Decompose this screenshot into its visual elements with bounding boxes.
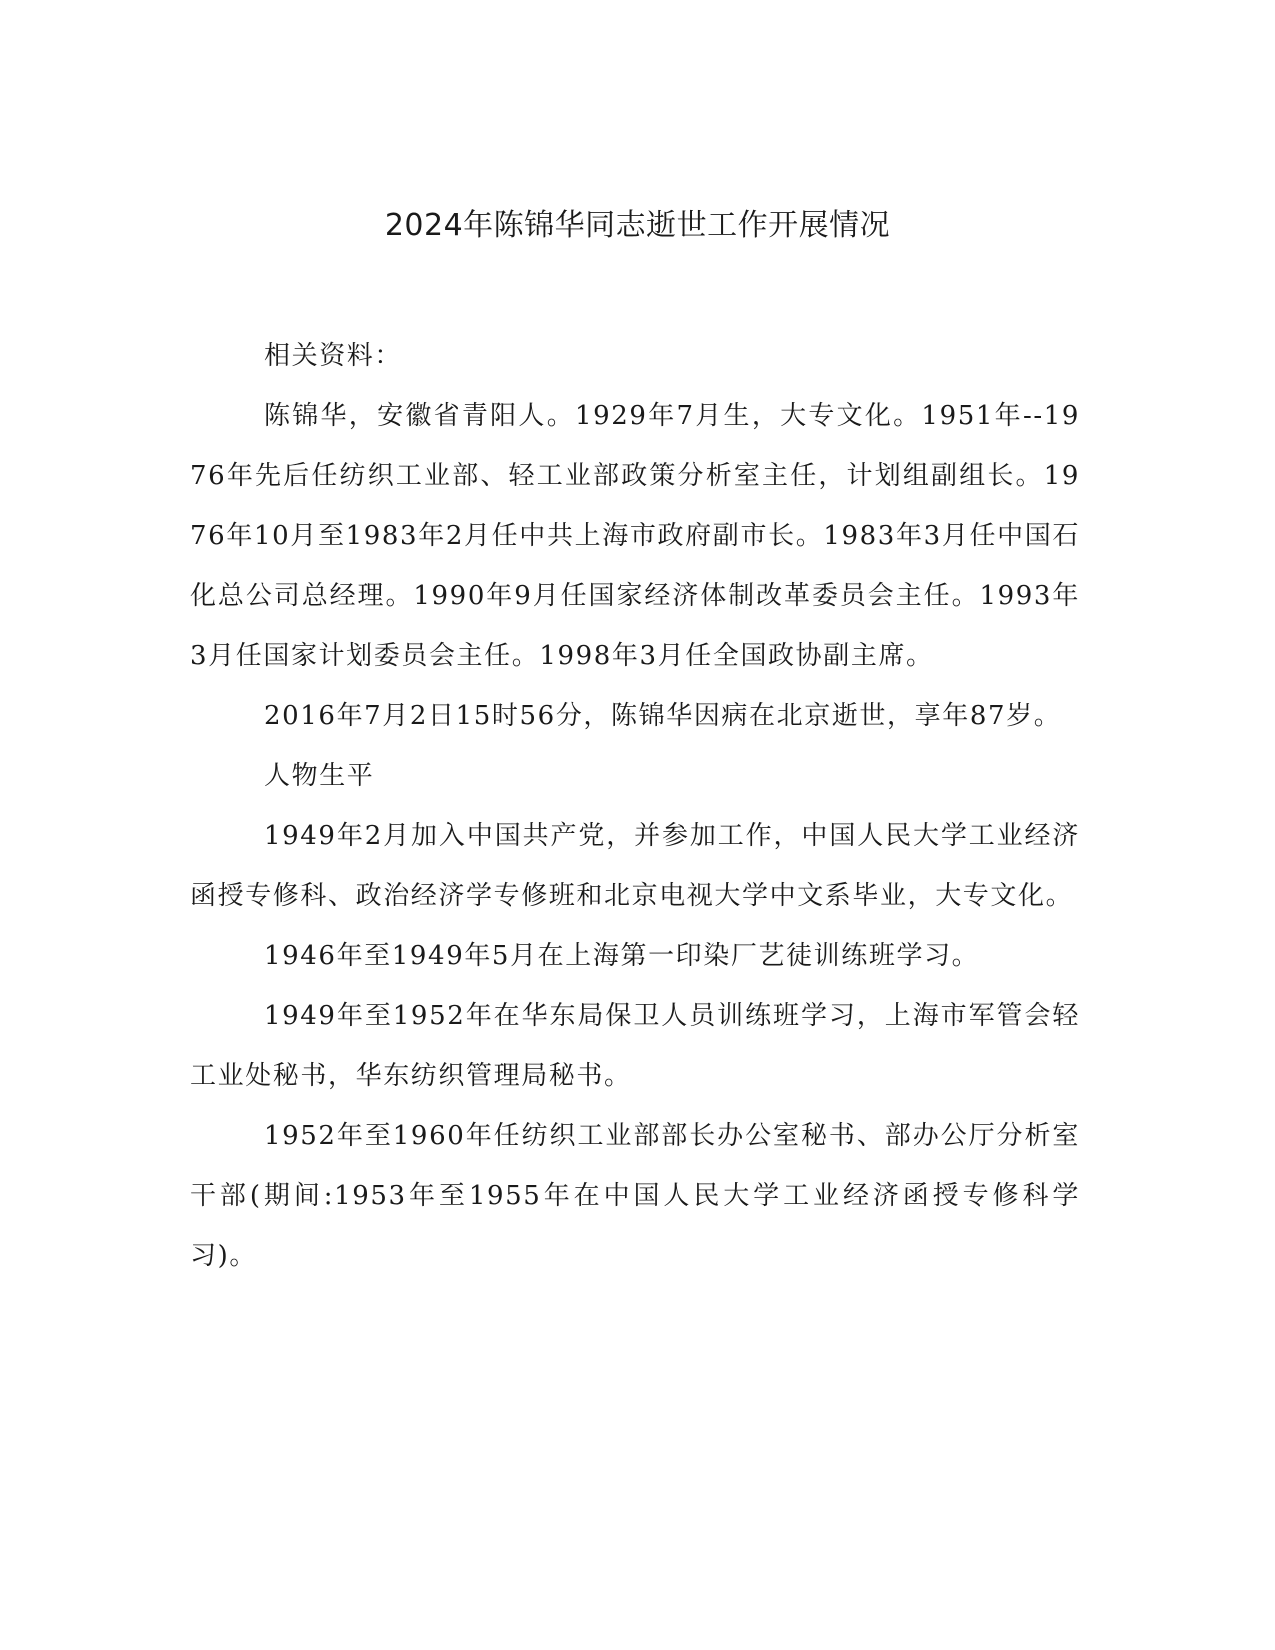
biography-heading: 人物生平: [264, 761, 375, 791]
intro-paragraph: 陈锦华，安徽省青阳人。1929年7月生，大专文化。1951年--1976年先后任纺织工业部、轻工业部政策分析室主任，计划组副组长。1976年10月至1983年2月任中共上海市政府副市长。1983年3月任中国石化总公司总经理。1990年9月任国家经济体制改革委员会主任。1993年3月任国家计划委员会主任。1998年3月任全国政协副主席。: [190, 401, 1080, 671]
related-materials-label: 相关资料：: [264, 341, 403, 371]
biography-paragraph-2: 1946年至1949年5月在上海第一印染厂艺徒训练班学习。: [264, 941, 980, 971]
biography-paragraph-3: 1949年至1952年在华东局保卫人员训练班学习，上海市军管会轻工业处秘书，华东纺织管理局秘书。: [190, 1001, 1080, 1091]
biography-paragraph-4: 1952年至1960年任纺织工业部部长办公室秘书、部办公厅分析室干部(期间:1953年至1955年在中国人民大学工业经济函授专修科学习)。: [190, 1121, 1080, 1271]
document-title: 2024年陈锦华同志逝世工作开展情况: [384, 208, 891, 243]
death-paragraph: 2016年7月2日15时56分，陈锦华因病在北京逝世，享年87岁。: [264, 701, 1062, 731]
biography-paragraph-1: 1949年2月加入中国共产党，并参加工作，中国人民大学工业经济函授专修科、政治经济学专修班和北京电视大学中文系毕业，大专文化。: [190, 821, 1080, 911]
document-body: [190, 326, 1080, 1286]
